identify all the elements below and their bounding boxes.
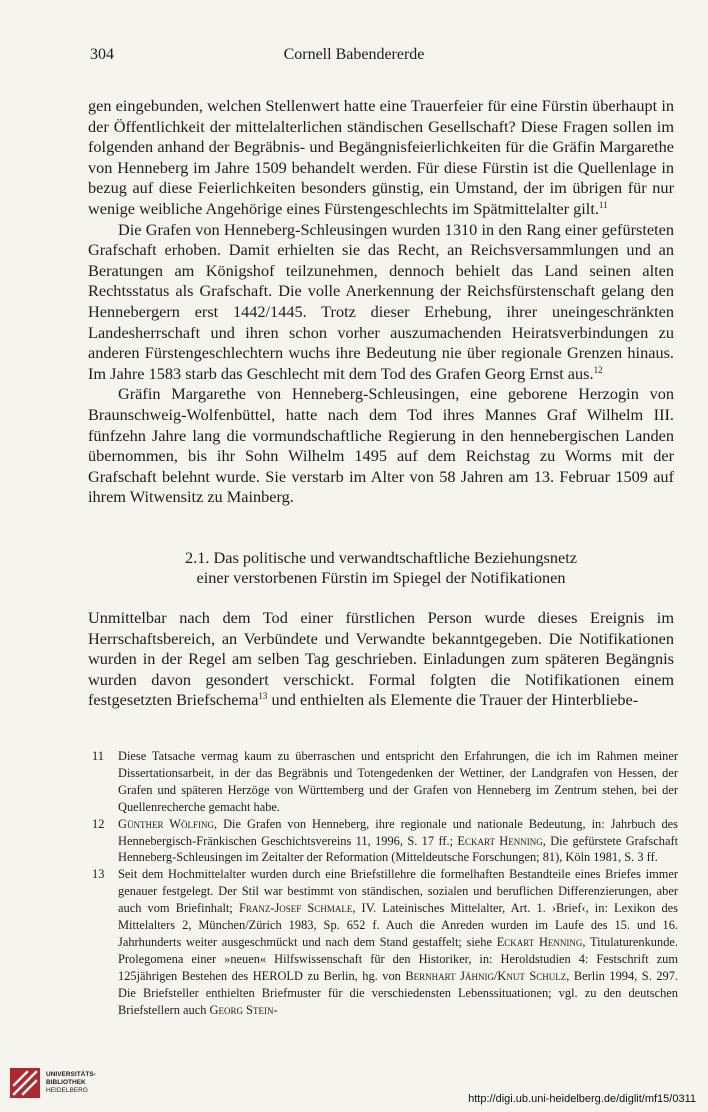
paragraph-4-text-a: Unmittelbar nach dem Tod einer fürstlichen Person wurde dieses Ereignis im Herrschaftsbereich, an Verbündete und Verwandte bekanntgegeben. Die Notifikationen wurden in der Regel am selben Tag geschrieben. Einladungen zum späteren Begängnis wurden davon gesondert verschickt. Formal folgten die Notifikationen einem festgesetzten Briefschema <box>88 608 674 710</box>
section-heading-line-2: einer verstorbenen Fürstin im Spiegel der Notifikationen <box>196 568 566 588</box>
author-name: Georg Stein- <box>209 1002 278 1017</box>
footnote-11 <box>92 748 678 816</box>
footnote-12 <box>92 816 678 867</box>
footnote-ref-11[interactable]: 11 <box>598 199 608 210</box>
paragraph-4-text-b: und enthielten als Elemente die Trauer der Hinterbliebe- <box>267 690 639 710</box>
paragraph-3: Gräfin Margarethe von Henneberg-Schleusingen, eine geborene Herzogin von Braunschweig-Wolfenbüttel, hatte nach dem Tod ihres Mannes Graf Wilhelm III. fünfzehn Jahre lang die vormundschaftliche Regierung in den hennebergischen Landen übernommen, bis ihr Sohn Wilhelm 1495 auf dem Reichstag zu Worms mit der Grafschaft belehnt wurde. Sie verstarb im Alter von 58 Jahren am 13. Februar 1509 auf ihrem Witwensitz zu Mainberg. <box>88 384 674 507</box>
footnote-13 <box>92 866 678 1018</box>
footnote-text: Seit dem Hochmittelalter wurden durch eine Briefstillehre die formelhaften Bestandteile eines Briefes immer genauer festgelegt. Der Stil war bestimmt von ständischen, sozialen und beruflichen Differenzierungen, aber auch vom Briefinhalt; <box>118 867 678 916</box>
footnote-text: , Die Grafen von Henneberg, ihre regionale und nationale Bedeutung, in: Jahrbuch des Hennebergisch-Fränkischen Geschichtsvereins 11, 1996, S. 17 ff.; <box>118 816 678 848</box>
paragraph-1-text: gen eingebunden, welchen Stellenwert hatte eine Trauerfeier für eine Fürstin überhaupt in der Öffentlichkeit der mittelalterlichen ständischen Gesellschaft? Diese Fragen sollen im folgenden anhand der Begräbnis- und Begängnisfeierlichkeiten für die Gräfin Margarethe von Henneberg im Jahre 1509 behandelt werden. Für diese Fürstin ist die Quellenlage in bezug auf diese Feierlichkeiten besonders günstig, ein Umstand, der im übrigen für nur wenige weibliche Angehörige eines Fürstengeschlechts im Spätmittelalter gilt. <box>88 96 674 218</box>
footnote-number: 13 <box>92 867 105 882</box>
footnote-text: , IV. Lateinisches Mittelalter, Art. 1. ›Brief‹, in: Lexikon des Mittelalters 2, München/Zürich 1983, Sp. 652 f. Auch die Anreden wurden im Laufe des 15. und 16. Jahrhunderts weiter ausgeschmückt und nach dem Stand gestaffelt; siehe <box>118 901 678 949</box>
library-name-line-1: UNIVERSITÄTS- <box>46 1071 96 1078</box>
footnote-text: , Berlin 1994, S. 297. Die Briefsteller enthielten Briefmuster für die verschiedensten Lebenssituationen; vgl. zu den deutschen Briefstellern auch <box>118 968 679 1017</box>
footnote-text: , Die gefürstete Grafschaft Henneberg-Schleusingen im Zeitalter der Reformation (Mitteldeutsche Forschungen; 81), Köln 1981, S. 3 ff. <box>118 833 679 865</box>
paragraph-4 <box>88 608 674 711</box>
footnote-ref-13[interactable]: 13 <box>258 691 268 702</box>
footnote-number: 11 <box>92 749 104 763</box>
author-name: Eckart Henning <box>496 934 583 949</box>
footnote-number: 12 <box>92 816 105 831</box>
paragraph-2-text: Die Grafen von Henneberg-Schleusingen wurden 1310 in den Rang einer gefürsteten Grafschaft erhoben. Damit erhielten sie das Recht, an Reichsversammlungen und an Beratungen am Königshof teilzunehmen, dennoch behielt das Land seinen alten Rechtsstatus als Grafschaft. Die volle Anerkennung der Reichsfürstenschaft gelang den Hennebergern erst 1442/1445. Trotz dieser Erhebung, ihrer uneingeschränkten Landesherrschaft und ihren schon vorher auszumachenden Heiratsverbindungen zu anderen Fürstengeschlechtern wuchs ihre Bedeutung nie über regionale Grenzen hinaus. Im Jahre 1583 starb das Geschlecht mit dem Tod des Grafen Georg Ernst aus. <box>88 219 674 383</box>
section-heading-line-1: 2.1. Das politische und verwandtschaftliche Beziehungsnetz <box>185 547 577 567</box>
footnote-text: , Titulaturenkunde. Prolegomena einer »neuen« Hilfswissenschaft für den Historiker, in: Heroldstudien 4: Festschrift zum 125jährigen Bestehen des HEROLD zu Berlin, hg. von <box>118 934 678 983</box>
author-name: Eckart Henning <box>457 833 543 848</box>
footnote-text: Diese Tatsache vermag kaum zu überraschen und entspricht den Erfahrungen, die ich im Rahmen meiner Dissertationsarbeit, in der das Begräbnis und Totengedenken der Wettiner, der Landgrafen von Hessen, der Grafen und späteren Herzöge von Württemberg und der Grafen von Henneberg im Zentrum stehen, bei der Quellenrecherche gemacht habe. <box>118 749 678 814</box>
library-name-line-2: BIBLIOTHEK <box>46 1079 86 1086</box>
footnote-ref-12[interactable]: 12 <box>593 364 603 375</box>
page-number: 304 <box>90 46 114 63</box>
library-logo[interactable] <box>8 1066 96 1100</box>
author-name: Günther Wölfing <box>118 816 214 831</box>
paragraph-2 <box>88 220 674 385</box>
library-name <box>46 1071 96 1095</box>
footnotes <box>92 748 678 1019</box>
paragraph-1 <box>88 96 674 220</box>
section-heading <box>88 548 674 589</box>
library-name-line-3: HEIDELBERG <box>46 1087 88 1094</box>
library-seal-icon <box>8 1066 42 1100</box>
main-text <box>88 96 674 711</box>
author-name: Bernhart Jähnig/Knut Schulz <box>405 968 567 983</box>
author-name: Franz-Josef Schmale <box>238 901 353 916</box>
digital-copy-url[interactable]: http://digi.ub.uni-heidelberg.de/diglit/mf15/0311 <box>468 1093 696 1105</box>
running-head: Cornell Babendererde <box>283 46 425 63</box>
